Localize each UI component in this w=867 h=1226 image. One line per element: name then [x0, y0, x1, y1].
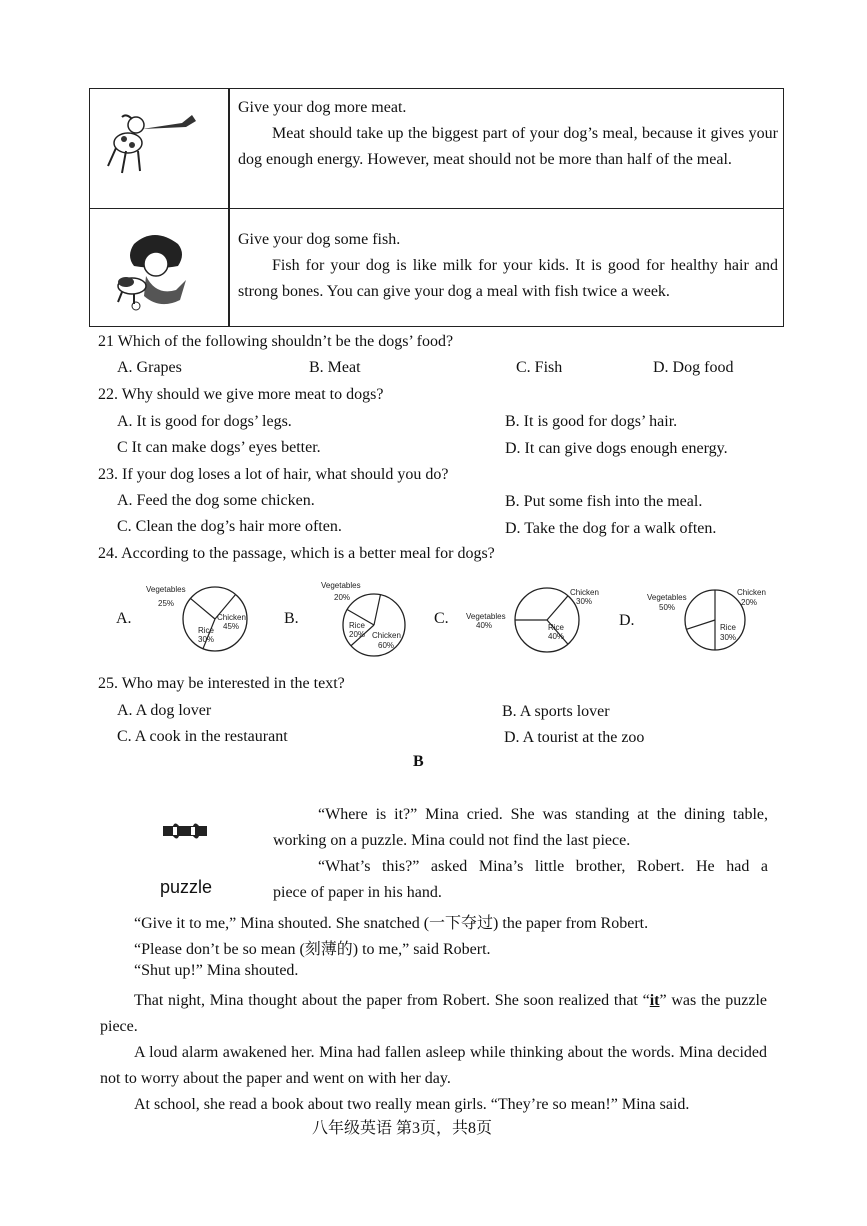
pie-a-chk-label: Chicken [217, 613, 246, 622]
option: A. Feed the dog some chicken. [117, 492, 315, 509]
option: B. A sports lover [502, 703, 610, 720]
pie-a-veg-label: Vegetables [146, 585, 186, 594]
pie-a-rice-pct: 30% [198, 635, 215, 644]
tip-fish [238, 227, 778, 305]
pie-a-rice-label: Rice [198, 626, 215, 635]
tips-table [89, 88, 784, 327]
tip-meat-body: Meat should take up the biggest part of your dog’s meal, because it gives your dog enough energy. However, meat should not be more than half of the meal. [238, 125, 778, 168]
tip-meat-heading: Give your dog more meat. [238, 99, 407, 116]
story-text: That night, Mina thought about the paper from Robert. She soon realized that “ [134, 992, 650, 1009]
puzzle-caption: puzzle [160, 877, 213, 897]
story-line: “What’s this?” asked Mina’s little brother, Robert. He had a [318, 858, 768, 875]
kid-and-dog-illustration [104, 224, 214, 314]
tip-fish-body: Fish for your dog is like milk for your kids. It is good for healthy hair and strong bones. You can give your dog a meal with fish twice a week. [238, 257, 778, 300]
pie-d-rice-label: Rice [720, 623, 737, 632]
story-line: “Where is it?” Mina cried. She was standing at the dining table, [318, 806, 768, 823]
story-paragraph [100, 988, 767, 1040]
pie-b-veg-label: Vegetables [321, 581, 361, 590]
story-line: working on a puzzle. Mina could not find the last piece. [273, 832, 631, 849]
question-stem: 23. If your dog loses a lot of hair, what should you do? [98, 466, 449, 483]
page-footer: 八年级英语 第3页，共8页 [312, 1120, 493, 1137]
pie-b-veg-pct: 20% [334, 593, 351, 602]
pie-d-chk-label: Chicken [737, 588, 766, 597]
pie-c-chk-pct: 30% [576, 597, 593, 606]
story-paragraph: “Shut up!” Mina shouted. [134, 962, 299, 979]
question-stem: 22. Why should we give more meat to dogs? [98, 386, 384, 403]
story-line: piece of paper in his hand. [273, 884, 442, 901]
story-paragraph: At school, she read a book about two really mean girls. “They’re so mean!” Mina said. [134, 1096, 690, 1113]
option: C. Fish [516, 359, 563, 376]
pie-chart-c [462, 583, 607, 658]
story-paragraph: A loud alarm awakened her. Mina had fallen asleep while thinking about the words. Mina decided not to worry about the paper and went on with her day. [100, 1044, 767, 1087]
question-stem: 25. Who may be interested in the text? [98, 675, 345, 692]
pie-b-chk-label: Chicken [372, 631, 401, 640]
pie-b-rice-label: Rice [349, 621, 366, 630]
option: B. It is good for dogs’ hair. [505, 413, 678, 430]
option: C It can make dogs’ eyes better. [117, 439, 321, 456]
option: D. A tourist at the zoo [504, 729, 645, 746]
option: B. Meat [309, 359, 361, 376]
pie-d-veg-label: Vegetables [647, 593, 687, 602]
puzzle-piece-icon [161, 820, 211, 842]
option-letter: B. [284, 610, 299, 627]
pie-d-rice-pct: 30% [720, 633, 737, 642]
option: A. A dog lover [117, 702, 212, 719]
story-paragraph: “Please don’t be so mean (刻薄的) to me,” said Robert. [134, 941, 491, 958]
tip-meat [238, 95, 778, 173]
pie-c-rice-label: Rice [548, 623, 565, 632]
pie-c-veg-pct: 40% [476, 621, 493, 630]
option: D. Dog food [653, 359, 734, 376]
story-paragraph: “Give it to me,” Mina shouted. She snatched (一下夺过) the paper from Robert. [134, 915, 649, 932]
pie-c-veg-label: Vegetables [466, 612, 506, 621]
pie-chart-a [140, 582, 255, 657]
pie-d-veg-pct: 50% [659, 603, 676, 612]
option-letter: D. [619, 612, 635, 629]
story-text: ” was the puzzle piece. [100, 992, 768, 1035]
tip-fish-heading: Give your dog some fish. [238, 231, 401, 248]
pie-b-chk-pct: 60% [378, 641, 395, 650]
pie-d-chk-pct: 20% [741, 598, 758, 607]
question-stem: 24. According to the passage, which is a better meal for dogs? [98, 545, 495, 562]
option: A. Grapes [117, 359, 182, 376]
question-stem: 21 Which of the following shouldn’t be the dogs’ food? [98, 333, 454, 350]
option: C. A cook in the restaurant [117, 728, 288, 745]
pie-chart-d [645, 585, 770, 660]
underlined-word: it [649, 992, 660, 1009]
pie-chart-b [318, 578, 413, 663]
section-title: B [413, 753, 424, 770]
pie-a-chk-pct: 45% [223, 622, 240, 631]
option: C. Clean the dog’s hair more often. [117, 518, 342, 535]
pie-c-chk-label: Chicken [570, 588, 599, 597]
dog-eating-illustration [98, 103, 208, 188]
pie-a-veg-pct: 25% [158, 599, 175, 608]
option: D. Take the dog for a walk often. [505, 520, 717, 537]
option: A. It is good for dogs’ legs. [117, 413, 292, 430]
pie-c-rice-pct: 40% [548, 632, 565, 641]
pie-b-rice-pct: 20% [349, 630, 366, 639]
option: D. It can give dogs enough energy. [505, 440, 728, 457]
option: B. Put some fish into the meal. [505, 493, 703, 510]
option-letter: A. [116, 610, 132, 627]
option-letter: C. [434, 610, 449, 627]
